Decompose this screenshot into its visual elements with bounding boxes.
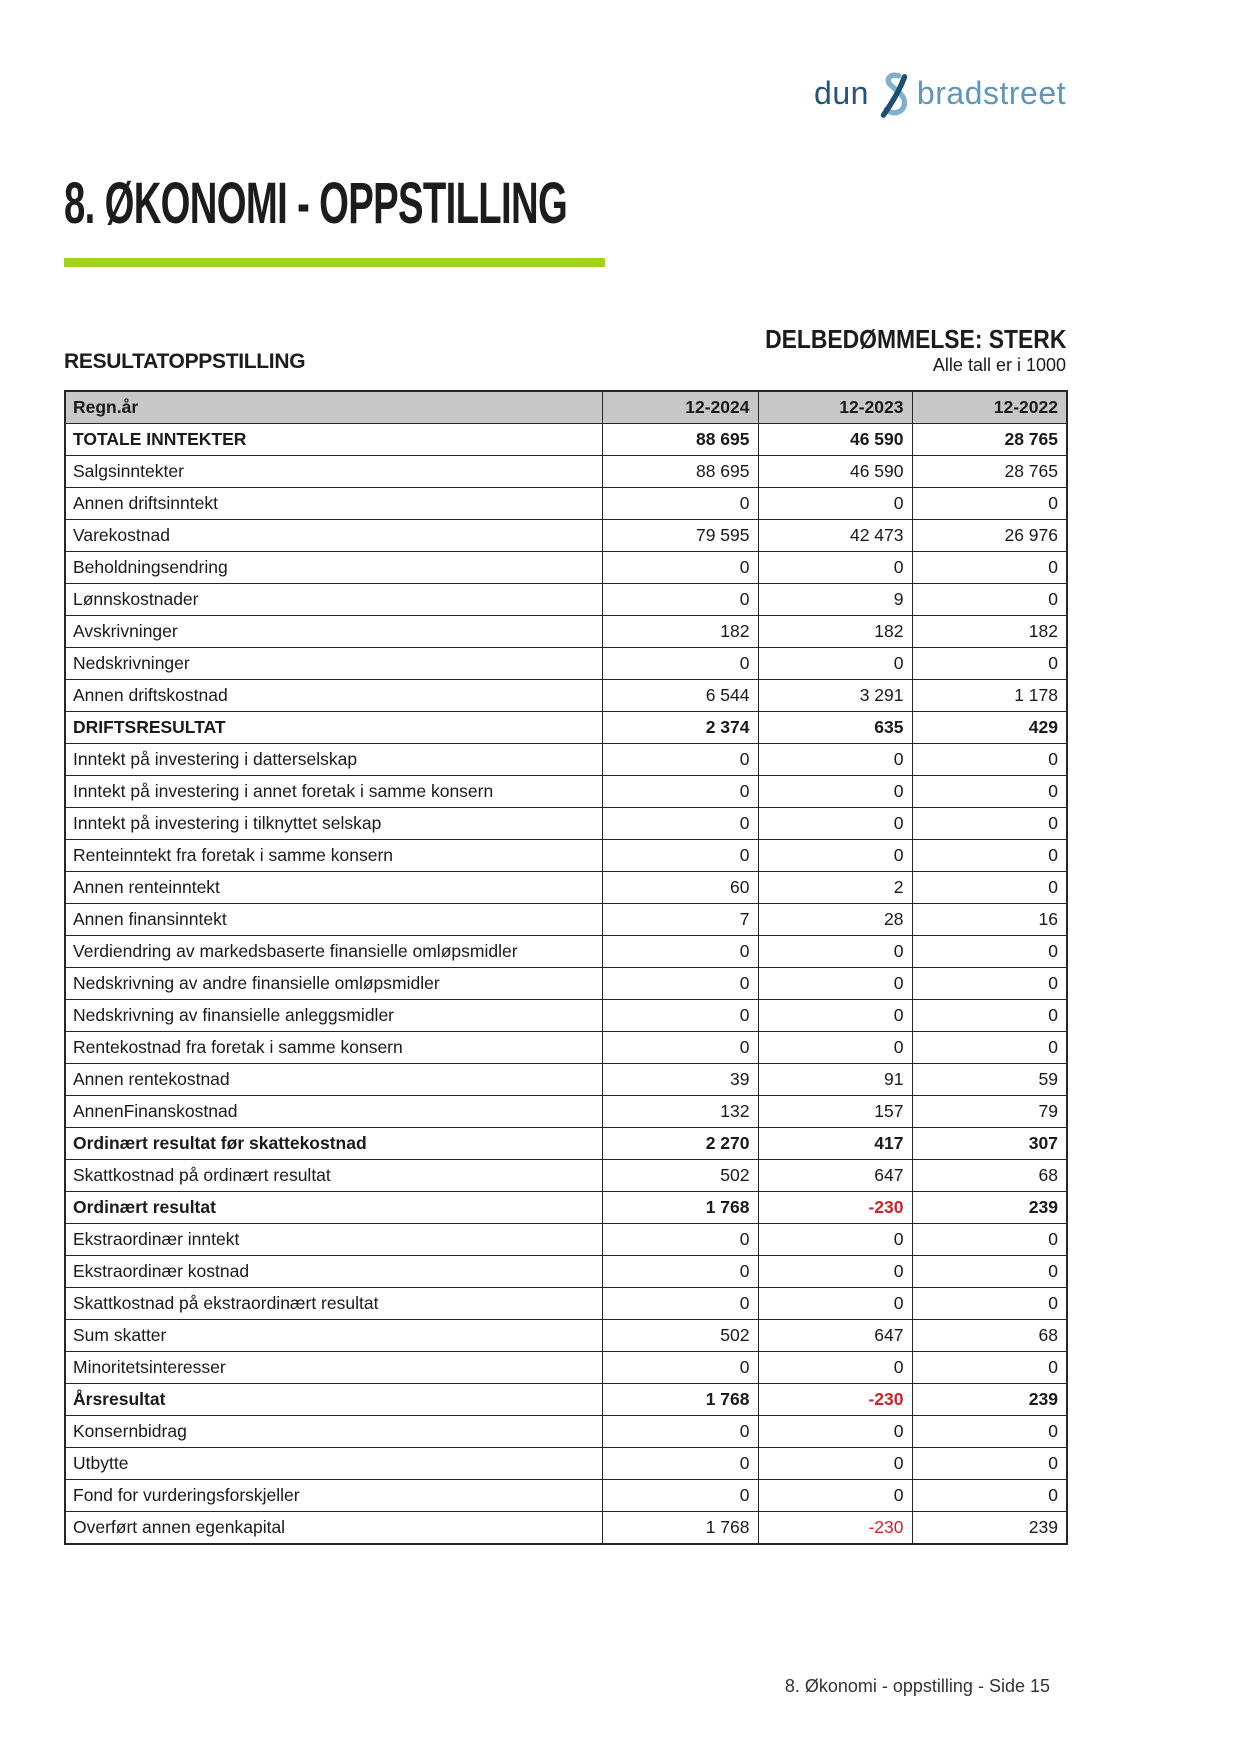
page-title: 8. ØKONOMI - OPPSTILLING [64, 171, 568, 236]
row-value: 0 [758, 1000, 912, 1032]
table-row [65, 1032, 1067, 1064]
row-value: 0 [912, 1288, 1067, 1320]
row-value: 0 [758, 1416, 912, 1448]
title-accent-bar [64, 258, 605, 267]
row-value: 502 [602, 1320, 758, 1352]
row-value: 0 [758, 1480, 912, 1512]
row-label: Annen finansinntekt [65, 904, 602, 936]
row-value: 2 [758, 872, 912, 904]
row-value: 0 [912, 552, 1067, 584]
results-table-body [65, 424, 1067, 1545]
row-value: 182 [912, 616, 1067, 648]
row-value: 0 [758, 552, 912, 584]
row-label: Ordinært resultat [65, 1192, 602, 1224]
table-row [65, 1064, 1067, 1096]
units-note: Alle tall er i 1000 [932, 355, 1066, 375]
row-value: 91 [758, 1064, 912, 1096]
table-row [65, 1512, 1067, 1545]
row-value: 635 [758, 712, 912, 744]
table-row [65, 936, 1067, 968]
row-value: 0 [912, 1224, 1067, 1256]
row-value: 2 270 [602, 1128, 758, 1160]
row-label: Overført annen egenkapital [65, 1512, 602, 1545]
row-value: 0 [758, 488, 912, 520]
table-row [65, 1480, 1067, 1512]
table-row [65, 584, 1067, 616]
row-value: 0 [602, 1416, 758, 1448]
table-header-row [65, 391, 1067, 424]
row-value: 0 [602, 968, 758, 1000]
row-label: Varekostnad [65, 520, 602, 552]
row-value: 239 [912, 1384, 1067, 1416]
header-cell-2024: 12-2024 [602, 391, 758, 424]
row-label: Nedskrivning av andre finansielle omløpsmidler [65, 968, 602, 1000]
row-value: 0 [912, 1416, 1067, 1448]
row-value: 0 [602, 488, 758, 520]
table-row [65, 1192, 1067, 1224]
row-value: 0 [912, 1480, 1067, 1512]
row-value: 0 [602, 1000, 758, 1032]
row-value: 647 [758, 1320, 912, 1352]
row-value: 6 544 [602, 680, 758, 712]
row-label: DRIFTSRESULTAT [65, 712, 602, 744]
row-value: 42 473 [758, 520, 912, 552]
row-value: 1 768 [602, 1384, 758, 1416]
brand-logo [814, 72, 1066, 114]
table-row [65, 872, 1067, 904]
table-row [65, 488, 1067, 520]
table-row [65, 904, 1067, 936]
row-value: 16 [912, 904, 1067, 936]
table-row [65, 968, 1067, 1000]
table-row [65, 1416, 1067, 1448]
page-footer: 8. Økonomi - oppstilling - Side 15 [784, 1676, 1050, 1696]
row-value: 0 [758, 1032, 912, 1064]
row-label: Avskrivninger [65, 616, 602, 648]
row-label: Ekstraordinær inntekt [65, 1224, 602, 1256]
row-value: 60 [602, 872, 758, 904]
row-value: 0 [602, 1032, 758, 1064]
table-row [65, 808, 1067, 840]
table-row [65, 744, 1067, 776]
row-value: -230 [758, 1192, 912, 1224]
row-value: 157 [758, 1096, 912, 1128]
row-value: 0 [758, 840, 912, 872]
row-value: 182 [758, 616, 912, 648]
row-value: 7 [602, 904, 758, 936]
table-row [65, 1384, 1067, 1416]
row-label: Konsernbidrag [65, 1416, 602, 1448]
table-row [65, 648, 1067, 680]
row-value: 1 178 [912, 680, 1067, 712]
table-row [65, 1224, 1067, 1256]
row-label: Lønnskostnader [65, 584, 602, 616]
row-value: 0 [912, 1000, 1067, 1032]
row-value: 0 [602, 840, 758, 872]
row-value: 0 [602, 936, 758, 968]
row-value: 0 [602, 1288, 758, 1320]
row-value: 0 [912, 968, 1067, 1000]
row-value: 1 768 [602, 1192, 758, 1224]
row-value: 79 [912, 1096, 1067, 1128]
table-row [65, 616, 1067, 648]
row-label: TOTALE INNTEKTER [65, 424, 602, 456]
row-label: AnnenFinanskostnad [65, 1096, 602, 1128]
row-value: 0 [602, 648, 758, 680]
table-row [65, 424, 1067, 456]
row-label: Nedskrivninger [65, 648, 602, 680]
table-row [65, 776, 1067, 808]
row-value: 239 [912, 1512, 1067, 1545]
header-cell-2023: 12-2023 [758, 391, 912, 424]
row-value: 0 [758, 1448, 912, 1480]
table-row [65, 552, 1067, 584]
table-row [65, 520, 1067, 552]
row-label: Annen driftsinntekt [65, 488, 602, 520]
table-row [65, 1256, 1067, 1288]
row-value: 182 [602, 616, 758, 648]
row-value: 0 [602, 552, 758, 584]
row-value: 0 [602, 744, 758, 776]
row-value: 0 [602, 1224, 758, 1256]
logo-text-bradstreet: bradstreet [916, 75, 1066, 111]
row-value: 0 [758, 1352, 912, 1384]
header-cell-label: Regn.år [65, 391, 602, 424]
row-value: -230 [758, 1512, 912, 1545]
logo-text-dun: dun [814, 75, 869, 111]
row-value: 307 [912, 1128, 1067, 1160]
row-label: Skattkostnad på ordinært resultat [65, 1160, 602, 1192]
row-label: Ordinært resultat før skattekostnad [65, 1128, 602, 1160]
row-label: Inntekt på investering i datterselskap [65, 744, 602, 776]
row-value: 0 [758, 744, 912, 776]
row-value: 0 [912, 872, 1067, 904]
row-value: 0 [912, 1256, 1067, 1288]
row-value: 68 [912, 1320, 1067, 1352]
row-value: 0 [912, 936, 1067, 968]
table-row [65, 1288, 1067, 1320]
row-value: 0 [912, 584, 1067, 616]
row-value: 647 [758, 1160, 912, 1192]
row-label: Annen driftskostnad [65, 680, 602, 712]
row-value: 59 [912, 1064, 1067, 1096]
row-value: 0 [912, 744, 1067, 776]
table-row [65, 1096, 1067, 1128]
row-value: 502 [602, 1160, 758, 1192]
row-label: Utbytte [65, 1448, 602, 1480]
ampersand-icon [874, 72, 914, 118]
row-value: 0 [602, 1256, 758, 1288]
table-row [65, 712, 1067, 744]
row-value: 39 [602, 1064, 758, 1096]
row-value: 0 [602, 1448, 758, 1480]
row-value: 0 [758, 776, 912, 808]
row-value: 0 [758, 648, 912, 680]
row-value: 0 [912, 1352, 1067, 1384]
row-value: 417 [758, 1128, 912, 1160]
row-value: 0 [912, 1448, 1067, 1480]
row-value: 68 [912, 1160, 1067, 1192]
row-label: Inntekt på investering i annet foretak i samme konsern [65, 776, 602, 808]
row-value: 239 [912, 1192, 1067, 1224]
table-row [65, 1448, 1067, 1480]
table-row [65, 1160, 1067, 1192]
row-value: 46 590 [758, 424, 912, 456]
table-row [65, 456, 1067, 488]
row-value: 0 [758, 968, 912, 1000]
row-value: 88 695 [602, 424, 758, 456]
row-value: 0 [912, 1032, 1067, 1064]
table-row [65, 1128, 1067, 1160]
row-label: Skattkostnad på ekstraordinært resultat [65, 1288, 602, 1320]
row-label: Verdiendring av markedsbaserte finansielle omløpsmidler [65, 936, 602, 968]
row-value: 429 [912, 712, 1067, 744]
row-label: Ekstraordinær kostnad [65, 1256, 602, 1288]
row-label: Annen renteinntekt [65, 872, 602, 904]
row-value: 0 [912, 488, 1067, 520]
row-label: Inntekt på investering i tilknyttet selskap [65, 808, 602, 840]
row-label: Rentekostnad fra foretak i samme konsern [65, 1032, 602, 1064]
row-value: 9 [758, 584, 912, 616]
row-value: 0 [602, 1480, 758, 1512]
row-label: Salgsinntekter [65, 456, 602, 488]
row-value: 28 765 [912, 456, 1067, 488]
row-value: 0 [912, 648, 1067, 680]
row-label: Beholdningsendring [65, 552, 602, 584]
row-value: 0 [758, 936, 912, 968]
row-value: -230 [758, 1384, 912, 1416]
table-row [65, 1352, 1067, 1384]
table-row [65, 840, 1067, 872]
row-value: 0 [758, 1224, 912, 1256]
row-value: 0 [602, 1352, 758, 1384]
row-value: 132 [602, 1096, 758, 1128]
table-row [65, 680, 1067, 712]
row-value: 88 695 [602, 456, 758, 488]
row-label: Annen rentekostnad [65, 1064, 602, 1096]
row-value: 46 590 [758, 456, 912, 488]
assessment-heading: DELBEDØMMELSE: STERK [764, 324, 1066, 354]
row-value: 0 [602, 776, 758, 808]
row-value: 0 [758, 808, 912, 840]
table-row [65, 1320, 1067, 1352]
row-value: 0 [758, 1256, 912, 1288]
row-value: 0 [912, 840, 1067, 872]
row-value: 28 765 [912, 424, 1067, 456]
row-value: 0 [758, 1288, 912, 1320]
row-value: 0 [912, 808, 1067, 840]
row-label: Fond for vurderingsforskjeller [65, 1480, 602, 1512]
row-value: 26 976 [912, 520, 1067, 552]
row-value: 28 [758, 904, 912, 936]
row-value: 0 [912, 776, 1067, 808]
row-value: 2 374 [602, 712, 758, 744]
row-label: Nedskrivning av finansielle anleggsmidler [65, 1000, 602, 1032]
row-label: Minoritetsinteresser [65, 1352, 602, 1384]
row-value: 79 595 [602, 520, 758, 552]
row-value: 3 291 [758, 680, 912, 712]
row-value: 1 768 [602, 1512, 758, 1545]
row-label: Sum skatter [65, 1320, 602, 1352]
row-value: 0 [602, 584, 758, 616]
table-row [65, 1000, 1067, 1032]
results-table [64, 390, 1068, 1545]
header-cell-2022: 12-2022 [912, 391, 1067, 424]
row-value: 0 [602, 808, 758, 840]
section-heading: RESULTATOPPSTILLING [64, 350, 306, 373]
row-label: Renteinntekt fra foretak i samme konsern [65, 840, 602, 872]
row-label: Årsresultat [65, 1384, 602, 1416]
